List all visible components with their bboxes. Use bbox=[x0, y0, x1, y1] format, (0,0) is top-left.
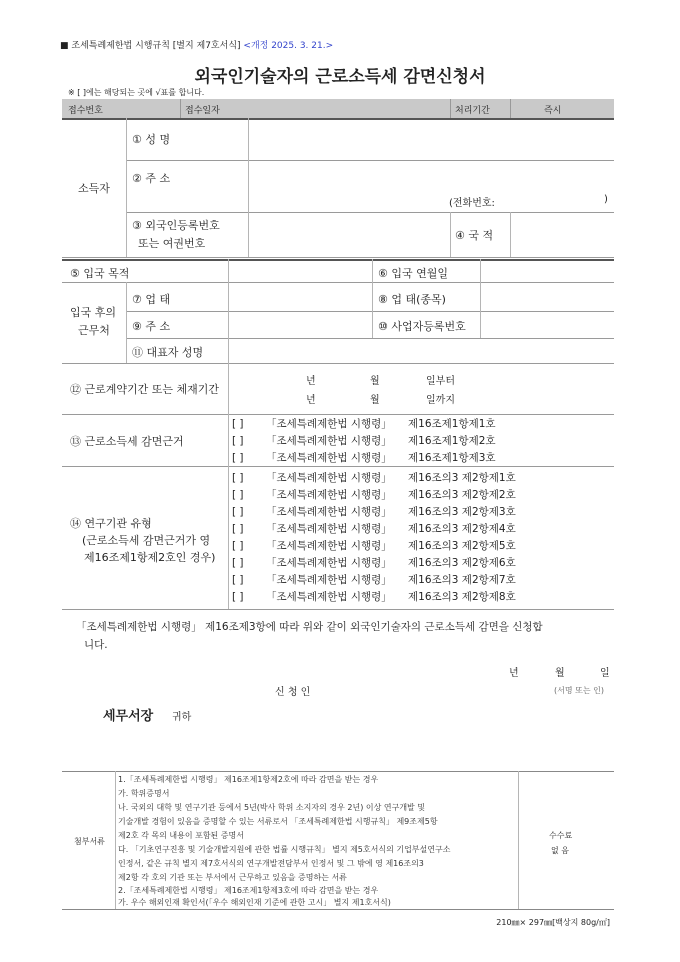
attachment-line: 기술개발 경험이 있음을 증명할 수 있는 서류로서 「조세특례제한법 시행규칙」 제9조제5항 bbox=[118, 817, 438, 826]
representative-label: ⑪ 대표자 성명 bbox=[132, 346, 204, 359]
entry-purpose-label: ⑤ 입국 목적 bbox=[70, 267, 130, 280]
period-to-month: 월 bbox=[370, 395, 380, 406]
recipient-honorific: 귀하 bbox=[172, 712, 192, 723]
name-field[interactable] bbox=[250, 122, 612, 158]
declaration-line1: 「조세특례제한법 시행령」 제16조제3항에 따라 위와 같이 외국인기술자의 근로소득세 감면을 신청합 bbox=[76, 621, 543, 633]
research-option[interactable]: [ ] 「조세특례제한법 시행령」 제16조의3 제2항제4호 bbox=[232, 523, 516, 535]
checkbox[interactable]: [ ] bbox=[232, 591, 244, 603]
period-from-year: 년 bbox=[306, 376, 316, 387]
address-label: ② 주 소 bbox=[132, 172, 171, 185]
business-label: ⑦ 업 태 bbox=[132, 293, 171, 306]
receipt-date-label: 접수일자 bbox=[185, 106, 220, 116]
research-type-note-1: (근로소득세 감면근거가 영 bbox=[82, 534, 211, 547]
attachment-line: 2.「조세특례제한법 시행령」 제16조제1항제3호에 따라 감면을 받는 경우 bbox=[118, 886, 379, 895]
recipient-office: 세무서장 bbox=[103, 709, 154, 724]
nationality-field[interactable] bbox=[512, 214, 612, 255]
period-to-day: 일까지 bbox=[426, 395, 455, 406]
business-reg-label: ⑩ 사업자등록번호 bbox=[378, 320, 466, 333]
phone-label: (전화번호: bbox=[449, 198, 495, 209]
business-type-label: ⑧ 업 태(종목) bbox=[378, 293, 446, 306]
id-field[interactable] bbox=[250, 214, 448, 255]
attachment-line: 인정서, 같은 규칙 별지 제7호서식의 연구개발전담부서 인정서 및 그 밖에 영 제16조의3 bbox=[118, 859, 424, 868]
receipt-bar bbox=[62, 99, 614, 118]
checkbox[interactable]: [ ] bbox=[232, 506, 244, 518]
address-field[interactable] bbox=[250, 163, 612, 191]
period-from-month: 월 bbox=[370, 376, 380, 387]
attachments-label: 첨부서류 bbox=[74, 837, 105, 846]
business-field[interactable] bbox=[230, 285, 370, 309]
contract-period-label: ⑫ 근로계약기간 또는 체재기간 bbox=[70, 383, 220, 396]
phone-close: ) bbox=[604, 194, 608, 205]
applicant-field[interactable] bbox=[330, 680, 544, 696]
workplace-address-field[interactable] bbox=[230, 313, 370, 336]
checkbox[interactable]: [ ] bbox=[232, 557, 244, 569]
entry-purpose-field[interactable] bbox=[230, 262, 370, 280]
basis-option[interactable]: [ ] 「조세특례제한법 시행령」 제16조제1항제3호 bbox=[232, 452, 496, 464]
research-option[interactable]: [ ] 「조세특례제한법 시행령」 제16조의3 제2항제2호 bbox=[232, 489, 516, 501]
sign-month: 월 bbox=[555, 668, 565, 679]
workplace-label-line1: 입국 후의 bbox=[70, 306, 117, 319]
basis-option[interactable]: [ ] 「조세특례제한법 시행령」 제16조제1항제1호 bbox=[232, 418, 496, 430]
business-type-field[interactable] bbox=[482, 285, 612, 309]
applicant-label: 신 청 인 bbox=[275, 687, 311, 698]
research-option[interactable]: [ ] 「조세특례제한법 시행령」 제16조의3 제2항제3호 bbox=[232, 506, 516, 518]
checkbox[interactable]: [ ] bbox=[232, 523, 244, 535]
entry-date-field[interactable] bbox=[482, 262, 612, 280]
period-to-year: 년 bbox=[306, 395, 316, 406]
research-option[interactable]: [ ] 「조세특례제한법 시행령」 제16조의3 제2항제8호 bbox=[232, 591, 516, 603]
revision-date: <개정 2025. 3. 21.> bbox=[243, 41, 334, 51]
name-label: ① 성 명 bbox=[132, 133, 171, 146]
check-note: ※ [ ]에는 해당되는 곳에 √표를 합니다. bbox=[68, 88, 205, 97]
checkbox[interactable]: [ ] bbox=[232, 472, 244, 484]
checkbox[interactable]: [ ] bbox=[232, 489, 244, 501]
attachment-line: 제2항 각 호의 기관 또는 부서에서 근무하고 있음을 증명하는 서류 bbox=[118, 873, 347, 882]
attachment-line: 다. 「기초연구진흥 및 기술개발지원에 관한 법률 시행규칙」 별지 제5호서식의 기업부설연구소 bbox=[118, 845, 451, 854]
sign-seal-label: (서명 또는 인) bbox=[554, 686, 604, 695]
workplace-address-label: ⑨ 주 소 bbox=[132, 320, 171, 333]
period-from-day: 일부터 bbox=[426, 376, 455, 387]
paper-spec: 210㎜× 297㎜[백상지 80g/㎡] bbox=[496, 918, 610, 927]
attachment-line: 가. 우수 해외인재 확인서(「우수 해외인재 기준에 관한 고시」 별지 제1호서식) bbox=[118, 898, 391, 907]
research-type-note-2: 제16조제1항제2호인 경우) bbox=[84, 551, 216, 564]
workplace-label-line2: 근무처 bbox=[78, 324, 110, 337]
page-title: 외국인기술자의 근로소득세 감면신청서 bbox=[194, 67, 486, 87]
receipt-number-label: 접수번호 bbox=[68, 106, 103, 116]
sign-day: 일 bbox=[600, 668, 610, 679]
attachment-line: 가. 학위증명서 bbox=[118, 789, 170, 798]
checkbox[interactable]: [ ] bbox=[232, 574, 244, 586]
research-type-label: ⑭ 연구기관 유형 bbox=[70, 517, 152, 530]
id-label-line1: ③ 외국인등록번호 bbox=[132, 219, 220, 232]
income-earner-label: 소득자 bbox=[78, 182, 110, 195]
representative-field[interactable] bbox=[230, 340, 612, 361]
form-reference: ■ 조세특례제한법 시행규칙 [별지 제7호서식] <개정 2025. 3. 21.> bbox=[60, 41, 334, 51]
attachment-line: 제2호 각 목의 내용이 포함된 증명서 bbox=[118, 831, 244, 840]
research-option[interactable]: [ ] 「조세특례제한법 시행령」 제16조의3 제2항제1호 bbox=[232, 472, 516, 484]
declaration-line2: 니다. bbox=[84, 639, 108, 651]
attachment-line: 나. 국외의 대학 및 연구기관 등에서 5년(박사 학위 소지자의 경우 2년) 이상 연구개발 및 bbox=[118, 803, 426, 812]
checkbox[interactable]: [ ] bbox=[232, 418, 244, 430]
research-option[interactable]: [ ] 「조세특례제한법 시행령」 제16조의3 제2항제5호 bbox=[232, 540, 516, 552]
research-option[interactable]: [ ] 「조세특례제한법 시행령」 제16조의3 제2항제7호 bbox=[232, 574, 516, 586]
phone-field[interactable] bbox=[503, 192, 599, 208]
entry-date-label: ⑥ 입국 연월일 bbox=[378, 267, 448, 280]
research-option[interactable]: [ ] 「조세특례제한법 시행령」 제16조의3 제2항제6호 bbox=[232, 557, 516, 569]
processing-period-label: 처리기간 bbox=[455, 106, 490, 116]
reduction-basis-label: ⑬ 근로소득세 감면근거 bbox=[70, 435, 184, 448]
fee-value: 없 음 bbox=[551, 846, 569, 855]
attachment-line: 1.「조세특례제한법 시행령」 제16조제1항제2호에 따라 감면을 받는 경우 bbox=[118, 775, 379, 784]
nationality-label: ④ 국 적 bbox=[455, 229, 494, 242]
checkbox[interactable]: [ ] bbox=[232, 435, 244, 447]
sign-year: 년 bbox=[509, 668, 519, 679]
fee-label: 수수료 bbox=[549, 831, 573, 840]
business-reg-field[interactable] bbox=[482, 313, 612, 336]
id-label-line2: 또는 여권번호 bbox=[138, 237, 206, 250]
processing-period-value: 즉시 bbox=[544, 106, 562, 116]
basis-option[interactable]: [ ] 「조세특례제한법 시행령」 제16조제1항제2호 bbox=[232, 435, 496, 447]
checkbox[interactable]: [ ] bbox=[232, 452, 244, 464]
checkbox[interactable]: [ ] bbox=[232, 540, 244, 552]
